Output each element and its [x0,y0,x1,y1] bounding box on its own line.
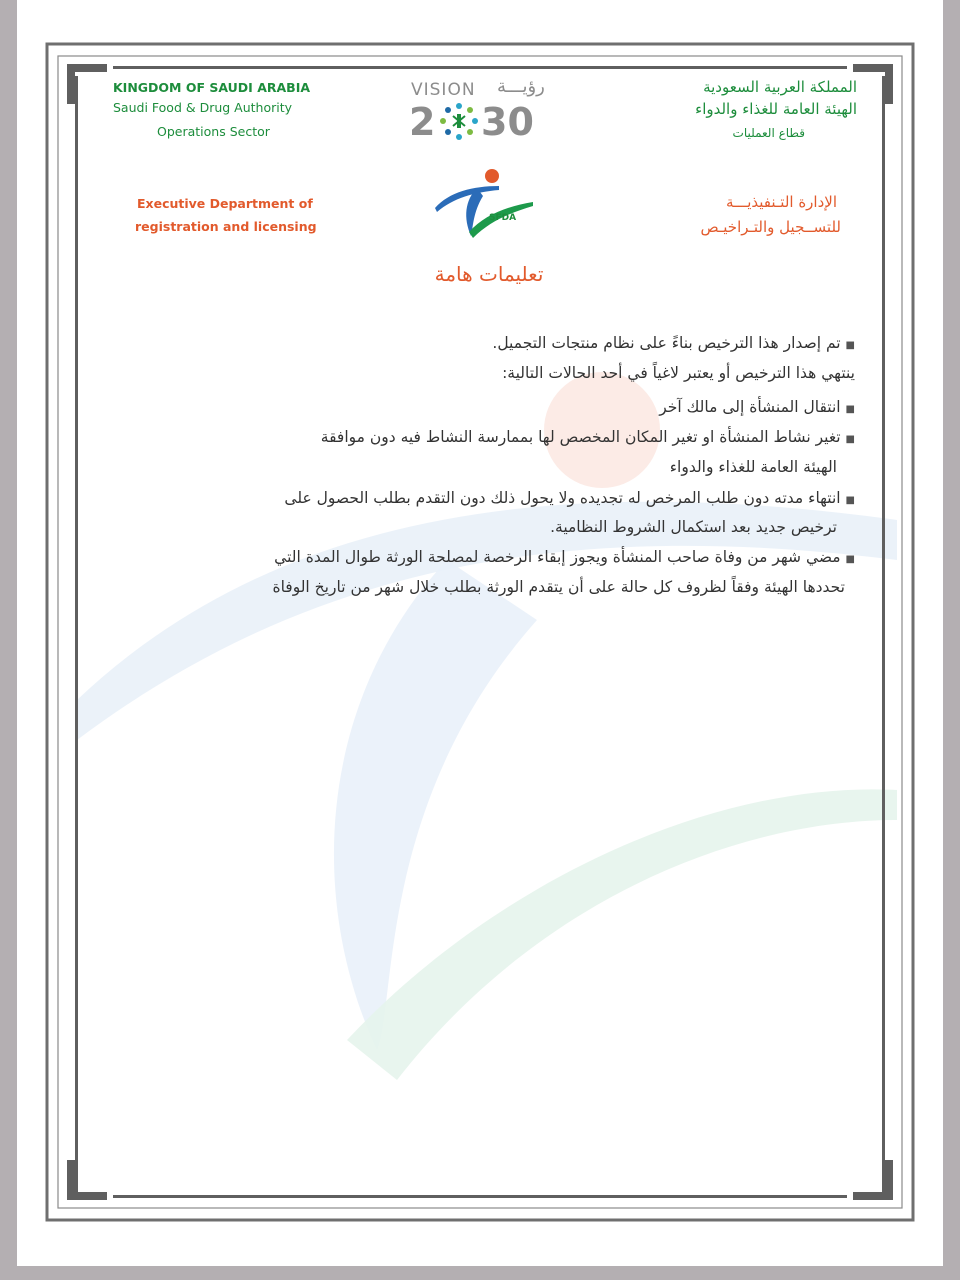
sfda-logo-icon [429,166,539,246]
bullet-icon: ■ [845,340,855,351]
header-en-line2: Saudi Food & Drug Authority [113,100,293,115]
header-ar-line1: المملكة العربية السعودية [703,78,857,96]
header-en-line1: KINGDOM OF SAUDI ARABIA [113,80,311,95]
bullet-icon: ■ [845,434,855,445]
list-item-4-text: مضي شهر من وفاة صاحب المنشأة ويجوز إبقاء الرخصة لمصلحة الورثة طوال المدة التي [274,548,841,566]
list-item-2 [321,428,855,446]
document-page [17,0,943,1266]
bullet-icon: ■ [845,495,855,506]
body-line-1-text: تم إصدار هذا الترخيص بناءً على نظام منتجات التجميل. [492,334,841,352]
watermark [77,372,897,1080]
list-item-3-cont: ترخيص جديد بعد استكمال الشروط النظامية. [550,518,837,536]
department-ar-line2: للتســجيل والتـراخيـص [700,218,841,236]
list-item-2-text: تغير نشاط المنشأة او تغير المكان المخصص لها بممارسة النشاط فيه دون موافقة [320,428,841,446]
department-en-line1: Executive Department of [137,196,313,211]
vision-emblem-icon [439,102,479,142]
list-item-1 [659,398,855,416]
body-line-1 [492,334,855,352]
department-en-line2: registration and licensing [135,219,317,234]
list-item-3-text: انتهاء مدته دون طلب المرخص له تجديده ولا يحول ذلك دون التقدم بطلب الحصول على [284,489,841,507]
header-en-line3: Operations Sector [157,124,270,139]
header-ar-line2: الهيئة العامة للغذاء والدواء [695,100,857,118]
header-ar-line3: قطاع العمليات [732,126,805,140]
vision-latin: VISION [411,80,476,100]
vision-2030-logo [409,76,559,150]
bullet-icon: ■ [845,554,855,565]
list-item-4-cont: تحددها الهيئة وفقاً لظروف كل حالة على أن يتقدم الورثة بطلب خلال شهر من تاريخ الوفاة [272,578,845,596]
bullet-icon: ■ [845,404,855,415]
department-ar-line1: الإدارة التـنفيذيـــة [725,193,837,211]
body-line-2: ينتهي هذا الترخيص أو يعتبر لاغياً في أحد الحالات التالية: [502,364,855,382]
vision-year-30: 30 [481,100,534,144]
vision-year-2: 2 [409,100,436,144]
list-item-1-text: انتقال المنشأة إلى مالك آخر [659,398,841,416]
list-item-2-cont: الهيئة العامة للغذاء والدواء [669,458,837,476]
list-item-4 [274,548,855,566]
list-item-3 [284,489,855,507]
sfda-logo-text: SFDA [489,213,517,223]
vision-arabic: رؤيـــة [497,76,545,97]
page-title: تعليمات هامة [434,262,544,286]
